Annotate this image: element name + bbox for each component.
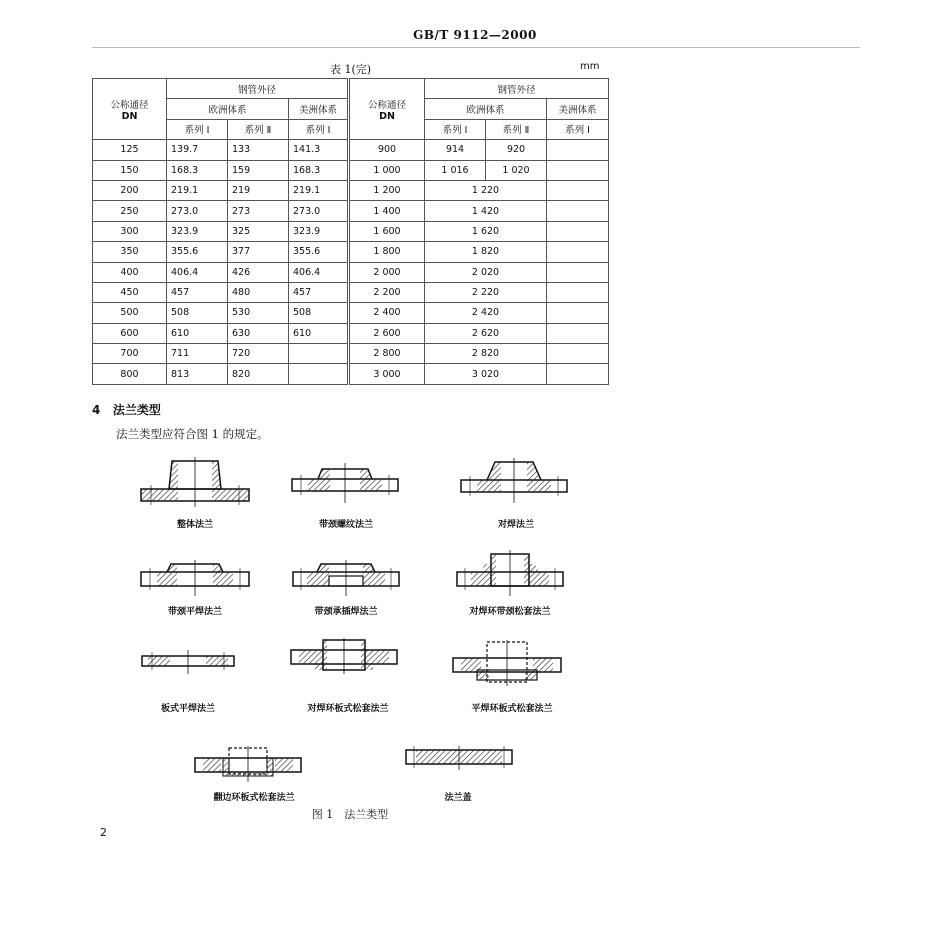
table-cell [547,364,609,384]
table-cell: 323.9 [167,221,228,241]
table-cell: 700 [93,344,167,364]
table-cell: 323.9 [289,221,349,241]
table-cell: 2 420 [425,303,547,323]
table-cell: 250 [93,201,167,221]
table-cell [547,221,609,241]
plate-flange-drawing [140,650,236,674]
table-caption: 表 1(完) [330,63,372,76]
table-cell: 159 [228,160,289,180]
table-cell: 3 000 [349,364,425,384]
slip-ring-plate-flange-drawing [451,640,563,686]
table-cell [547,303,609,323]
od-header-2: 钢管外径 [425,79,609,99]
table-cell: 508 [167,303,228,323]
table-cell: 1 600 [349,221,425,241]
figure-label: 翻边环板式松套法兰 [213,793,295,803]
table-cell: 139.7 [167,140,228,160]
table-cell: 355.6 [289,242,349,262]
table-cell [547,140,609,160]
table-cell: 168.3 [167,160,228,180]
table-cell: 273.0 [167,201,228,221]
table-row [93,160,609,180]
table-row [93,323,609,343]
table-cell: 720 [228,344,289,364]
section-paragraph: 法兰类型应符合图 1 的规定。 [116,427,269,441]
threaded-flange-drawing [290,463,400,503]
table-unit: mm [580,61,600,72]
table-cell: 219 [228,180,289,200]
table-cell: 3 020 [425,364,547,384]
table-cell: 2 220 [425,282,547,302]
table-cell: 1 820 [425,242,547,262]
table-cell: 800 [93,364,167,384]
table-cell: 2 200 [349,282,425,302]
table-cell: 457 [167,282,228,302]
amer-header: 美洲体系 [289,99,349,119]
table-cell: 630 [228,323,289,343]
table-cell: 610 [289,323,349,343]
dimension-table [92,78,609,385]
table-row [93,140,609,160]
figure-label: 平焊环板式松套法兰 [471,704,553,714]
table-cell: 273 [228,201,289,221]
table-row [93,242,609,262]
table-cell: 350 [93,242,167,262]
table-cell: 219.1 [167,180,228,200]
socket-weld-flange-drawing [291,560,401,596]
figure-label: 带颈承插焊法兰 [314,607,378,617]
table-cell: 1 000 [349,160,425,180]
blind-flange-drawing [404,746,514,770]
table-cell: 820 [228,364,289,384]
table-cell: 400 [93,262,167,282]
figure-label: 对焊环板式松套法兰 [307,704,389,714]
series-1-header: 系列 Ⅰ [289,119,349,139]
table-cell: 1 620 [425,221,547,241]
table-cell: 168.3 [289,160,349,180]
table-cell: 2 620 [425,323,547,343]
figure-caption: 图 1 法兰类型 [311,808,389,821]
series-2-header-2: 系列 Ⅱ [486,119,547,139]
table-cell: 300 [93,221,167,241]
table-cell: 406.4 [167,262,228,282]
table-cell: 2 020 [425,262,547,282]
table-cell: 920 [486,140,547,160]
figure-label: 整体法兰 [176,520,213,530]
table-cell: 1 800 [349,242,425,262]
table-row [93,364,609,384]
table-cell: 600 [93,323,167,343]
table-cell: 325 [228,221,289,241]
table-cell: 406.4 [289,262,349,282]
table-cell: 2 820 [425,344,547,364]
table-cell: 508 [289,303,349,323]
table-cell: 2 000 [349,262,425,282]
table-cell: 2 600 [349,323,425,343]
table-cell: 426 [228,262,289,282]
table-cell: 133 [228,140,289,160]
series-1-header: 系列 Ⅰ [167,119,228,139]
amer-header-2: 美洲体系 [547,99,609,119]
integral-flange-drawing [139,457,251,507]
table-cell: 914 [425,140,486,160]
euro-header: 欧洲体系 [167,99,289,119]
table-cell [547,344,609,364]
table-cell: 355.6 [167,242,228,262]
table-row [93,282,609,302]
slip-on-hub-flange-drawing [139,560,251,596]
series-2-header: 系列 Ⅱ [228,119,289,139]
table-cell: 1 220 [425,180,547,200]
table-cell [547,262,609,282]
weld-ring-plate-flange-drawing [289,638,399,674]
lap-joint-hub-flange-drawing [455,550,565,596]
table-cell: 200 [93,180,167,200]
od-header: 钢管外径 [167,79,349,99]
table-cell [547,201,609,221]
table-row [93,201,609,221]
table-cell: 377 [228,242,289,262]
figure-label: 对焊环带颈松套法兰 [469,607,551,617]
table-cell: 813 [167,364,228,384]
table-cell: 457 [289,282,349,302]
table-cell: 1 200 [349,180,425,200]
table-cell: 1 020 [486,160,547,180]
table-cell: 500 [93,303,167,323]
table-cell: 480 [228,282,289,302]
table-cell: 150 [93,160,167,180]
euro-header-2: 欧洲体系 [425,99,547,119]
table-cell: 530 [228,303,289,323]
table-row [93,262,609,282]
table-cell: 900 [349,140,425,160]
table-cell: 1 016 [425,160,486,180]
table-cell: 610 [167,323,228,343]
figure-label: 法兰盖 [444,793,472,803]
table-cell [547,242,609,262]
figure-label: 板式平焊法兰 [160,704,215,714]
series-1-header-2: 系列 Ⅰ [425,119,486,139]
figure-label: 带颈螺纹法兰 [318,520,373,530]
page-number: 2 [100,826,107,839]
table-cell: 141.3 [289,140,349,160]
table-cell [547,180,609,200]
section-heading: 4 法兰类型 [92,403,161,417]
table-cell: 2 400 [349,303,425,323]
table-cell [547,160,609,180]
figure-label: 对焊法兰 [497,520,534,530]
table-row [93,303,609,323]
table-cell [547,282,609,302]
table-row [93,221,609,241]
table-cell: 219.1 [289,180,349,200]
flanged-ring-plate-flange-drawing [193,746,303,782]
dn-header: 公称通径 DN [93,79,167,140]
table-cell: 273.0 [289,201,349,221]
table-cell: 1 420 [425,201,547,221]
document-header: GB/T 9112—2000 [413,28,537,42]
table-cell [547,323,609,343]
table-row [93,180,609,200]
table-row [93,344,609,364]
table-cell: 711 [167,344,228,364]
weld-neck-flange-drawing [459,458,569,503]
series-1-header-2: 系列 Ⅰ [547,119,609,139]
header-rule [92,47,860,48]
table-cell: 2 800 [349,344,425,364]
table-cell: 450 [93,282,167,302]
table-cell: 125 [93,140,167,160]
dn-header-2: 公称通径 DN [349,79,425,140]
table-cell: 1 400 [349,201,425,221]
table-cell [289,364,349,384]
figure-label: 带颈平焊法兰 [167,607,222,617]
table-cell [289,344,349,364]
